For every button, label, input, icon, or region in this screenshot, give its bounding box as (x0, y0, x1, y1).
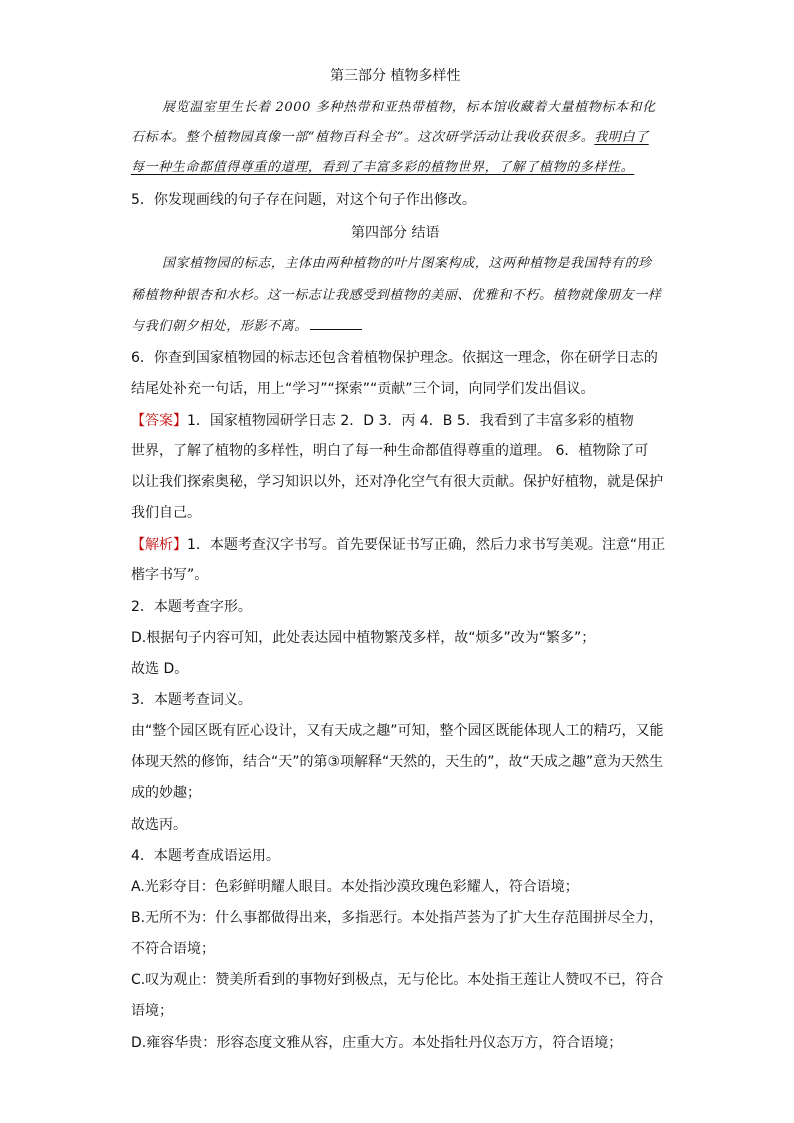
analysis-line-13: B.无所不为：什么事都做得出来，多指恶行。本处指芦荟为了扩大生存范围拼尽全力， (131, 910, 664, 926)
analysis-line-6: 3．本题考查词义。 (131, 692, 252, 708)
answer-label: 【答案】 (131, 413, 187, 429)
part4-passage-line-1: 国家植物园的标志，主体由两种植物的叶片图案构成，这两种植物是我国特有的珍 (162, 256, 652, 271)
passage-plain-text: 石标本。整个植物园真像一部“植物百科全书”。这次研学活动让我收获很多。 (131, 130, 595, 145)
part3-passage-line-3: 每一种生命都值得尊重的道理，看到了丰富多彩的植物世界，了解了植物的多样性。 (131, 160, 635, 175)
part4-title: 第四部分 结语 (351, 225, 440, 241)
analysis-line-14: 不符合语境； (131, 941, 215, 957)
part4-passage-line-3 (131, 317, 362, 337)
answer-text: 1．国家植物园研学日志 2．D 3．丙 4．B 5．我看到了丰富多彩的植物 (187, 413, 634, 429)
answer-line-3: 以让我们探索奥秘，学习知识以外，还对净化空气有很大贡献。保护好植物，就是保护 (131, 474, 663, 490)
answer-blank (310, 317, 362, 330)
analysis-line-17: D.雍容华贵：形容态度文雅从容，庄重大方。本处指牡丹仪态万方，符合语境； (131, 1035, 623, 1051)
analysis-line-2: 楷字书写”。 (131, 567, 209, 583)
underlined-sentence-start: 我明白了 (594, 130, 649, 145)
analysis-line-11: 4．本题考查成语运用。 (131, 848, 280, 864)
analysis-line-15: C.叹为观止：赞美所看到的事物好到极点，无与伦比。本处指王莲让人赞叹不已，符合 (131, 972, 664, 988)
analysis-line-10: 故选丙。 (131, 817, 187, 833)
analysis-line-3: 2．本题考查字形。 (131, 599, 252, 615)
analysis-line-4: D.根据句子内容可知，此处表达园中植物繁茂多样，故“烦多”改为“繁多”； (131, 630, 596, 646)
analysis-line-16: 语境； (131, 1003, 173, 1019)
analysis-line-9: 成的妙趣； (131, 785, 201, 801)
passage-text: 与我们朝夕相处，形影不离。 (131, 319, 308, 334)
analysis-text: 1．本题考查汉字书写。首先要保证书写正确，然后力求书写美观。注意“用正 (187, 537, 666, 553)
question-6-line-2: 结尾处补充一句话，用上“学习”“探索”“贡献”三个词，向同学们发出倡议。 (131, 381, 595, 397)
part3-passage-line-2 (131, 128, 649, 148)
analysis-line-5: 故选 D。 (131, 661, 189, 677)
question-5: 5．你发现画线的句子存在问题，对这个句子作出修改。 (131, 192, 476, 208)
analysis-label: 【解析】 (131, 537, 187, 553)
part4-passage-line-2: 稀植物种银杏和水杉。这一标志让我感受到植物的美丽、优雅和不朽。植物就像朋友一样 (131, 288, 662, 303)
answer-line-4: 我们自己。 (131, 505, 201, 521)
analysis-line-7: 由“整个园区既有匠心设计，又有天成之趣”可知，整个园区既能体现人工的精巧，又能 (131, 723, 664, 739)
analysis-line-12: A.光彩夺目：色彩鲜明耀人眼目。本处指沙漠玫瑰色彩耀人，符合语境； (131, 879, 579, 895)
answer-line-2: 世界，了解了植物的多样性，明白了每一种生命都值得尊重的道理。 6．植物除了可 (131, 443, 649, 459)
analysis-line-8: 体现天然的修饰，结合“天”的第③项解释“天然的，天生的”，故“天成之趣”意为天然生 (131, 754, 664, 770)
part3-passage-line-1: 展览温室里生长着 2000 多种热带和亚热带植物，标本馆收藏着大量植物标本和化 (162, 100, 656, 115)
analysis-line-1 (131, 535, 665, 555)
answer-line-1 (131, 411, 634, 431)
question-6-line-1: 6．你查到国家植物园的标志还包含着植物保护理念。依据这一理念，你在研学日志的 (131, 350, 658, 366)
part3-title: 第三部分 植物多样性 (330, 68, 461, 84)
